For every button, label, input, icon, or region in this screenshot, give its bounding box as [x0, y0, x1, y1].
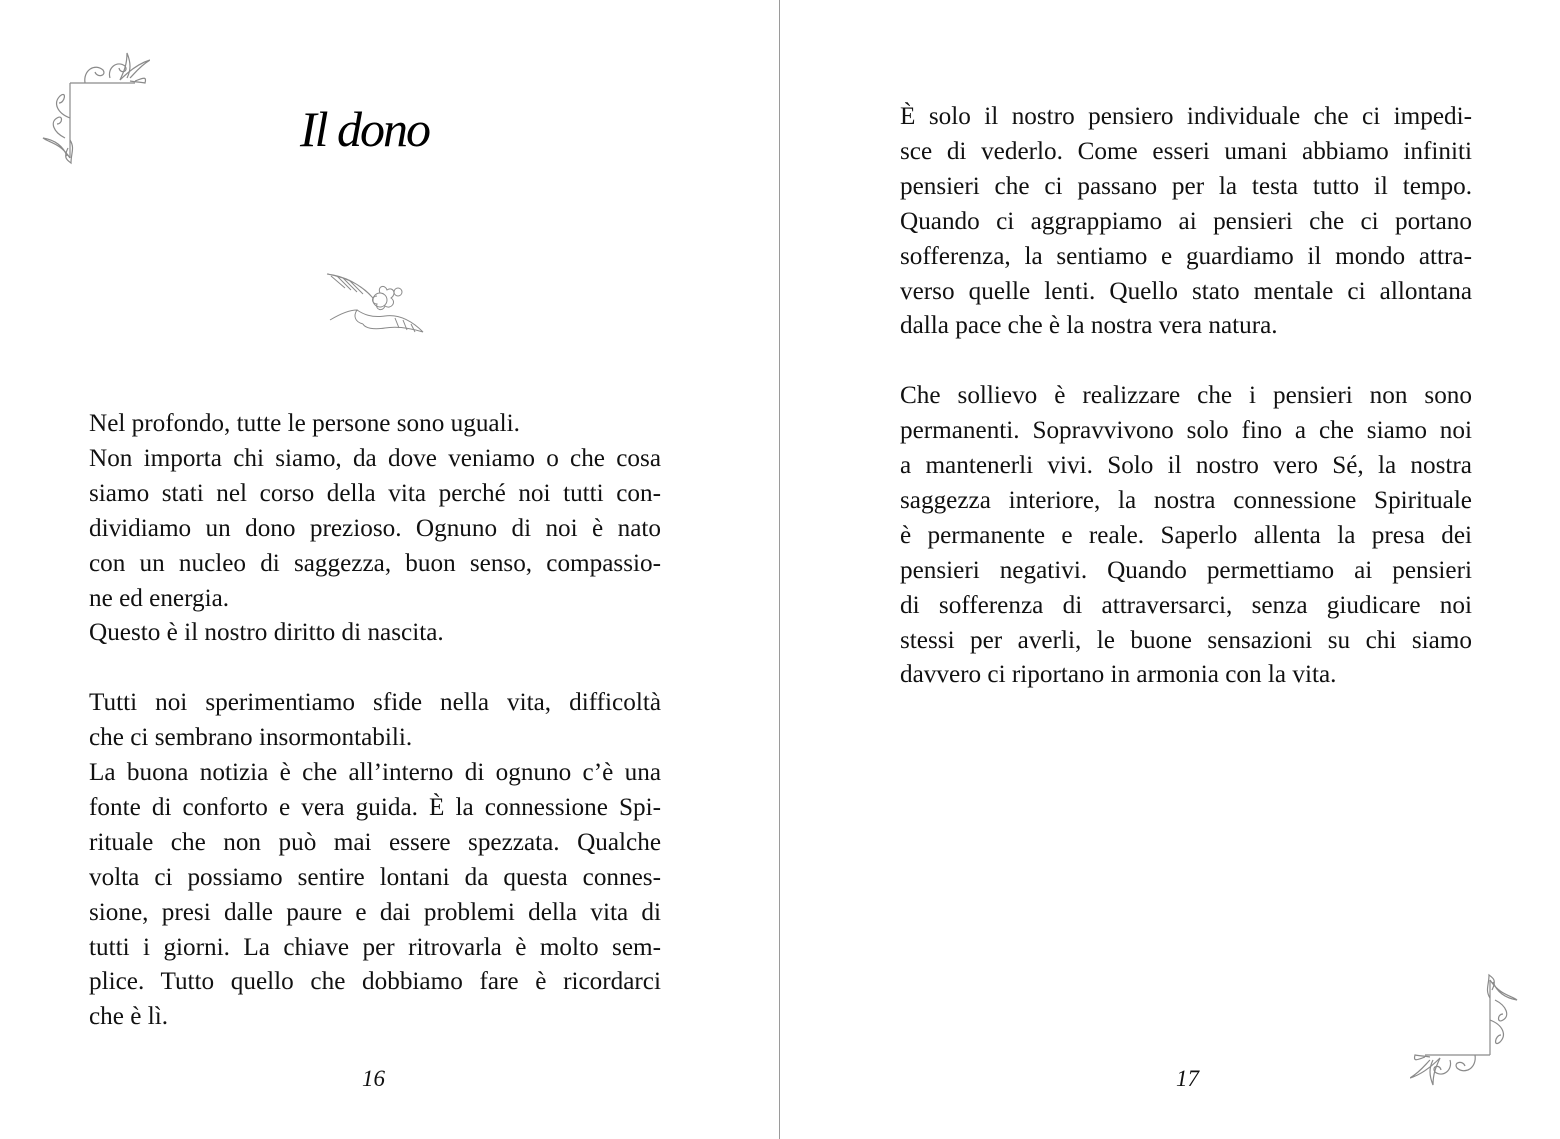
text-line: Che sollievo è realizzare che i pensieri non sono	[900, 382, 1472, 410]
crane-blossom-vignette-icon	[325, 270, 425, 335]
text-line: Questo è il nostro diritto di nascita.	[89, 619, 444, 647]
text-line: volta ci possiamo sentire lontani da questa connes-	[89, 863, 661, 891]
page-number: 16	[362, 1066, 385, 1091]
text-line: Non importa chi siamo, da dove veniamo o che cosa	[89, 444, 661, 472]
text-line: è permanente e reale. Saperlo allenta la presa dei	[900, 521, 1472, 549]
text-line: La buona notizia è che all’interno di ognuno c’è una	[89, 759, 661, 787]
right-page	[780, 0, 1560, 1139]
text-line: di sofferenza di attraversarci, senza giudicare noi	[900, 591, 1472, 619]
left-page	[0, 0, 779, 1139]
text-line: Tutti noi sperimentiamo sfide nella vita, difficoltà	[89, 689, 661, 717]
text-line: plice. Tutto quello che dobbiamo fare è ricordarci	[89, 968, 661, 996]
left-body-text	[89, 407, 661, 1035]
text-line: tutti i giorni. La chiave per ritrovarla è molto sem-	[89, 933, 661, 961]
text-line: davvero ci riportano in armonia con la vita.	[900, 661, 1337, 689]
text-line: rituale che non può mai essere spezzata. Qualche	[89, 828, 661, 856]
chapter-title: Il dono	[300, 101, 430, 157]
text-line: che è lì.	[89, 1003, 169, 1031]
text-line: verso quelle lenti. Quello stato mentale ci allontana	[900, 277, 1472, 305]
text-line: pensieri che ci passano per la testa tutto il tempo.	[900, 172, 1472, 200]
text-line: sione, presi dalle paure e dai problemi della vita di	[89, 898, 661, 926]
text-line: che ci sembrano insormontabili.	[89, 724, 413, 752]
floral-corner-ornament-icon	[1410, 970, 1525, 1090]
text-line: sce di vederlo. Come esseri umani abbiamo infiniti	[900, 137, 1472, 165]
text-line: ne ed energia.	[89, 584, 230, 612]
text-line: con un nucleo di saggezza, buon senso, compassio-	[89, 549, 661, 577]
text-line: dalla pace che è la nostra vera natura.	[900, 312, 1278, 340]
text-line: pensieri negativi. Quando permettiamo ai pensieri	[900, 556, 1472, 584]
text-line: Quando ci aggrappiamo ai pensieri che ci portano	[900, 207, 1472, 235]
text-line: siamo stati nel corso della vita perché noi tutti con-	[89, 479, 661, 507]
text-line: È solo il nostro pensiero individuale che ci impedi-	[900, 103, 1472, 130]
right-body-text	[900, 100, 1472, 693]
text-line: a mantenerli vivi. Solo il nostro vero Sé, la nostra	[900, 452, 1472, 480]
page-number: 17	[1176, 1066, 1199, 1091]
text-line: stessi per averli, le buone sensazioni su chi siamo	[900, 626, 1472, 654]
text-line: saggezza interiore, la nostra connessione Spirituale	[900, 486, 1472, 514]
text-line: fonte di conforto e vera guida. È la connessione Spi-	[89, 793, 661, 821]
floral-corner-ornament-icon	[35, 48, 150, 168]
text-line: Nel profondo, tutte le persone sono uguali.	[89, 410, 520, 437]
text-line: dividiamo un dono prezioso. Ognuno di noi è nato	[89, 514, 661, 542]
text-line: sofferenza, la sentiamo e guardiamo il mondo attra-	[900, 242, 1472, 270]
text-line: permanenti. Sopravvivono solo fino a che siamo noi	[900, 417, 1472, 445]
